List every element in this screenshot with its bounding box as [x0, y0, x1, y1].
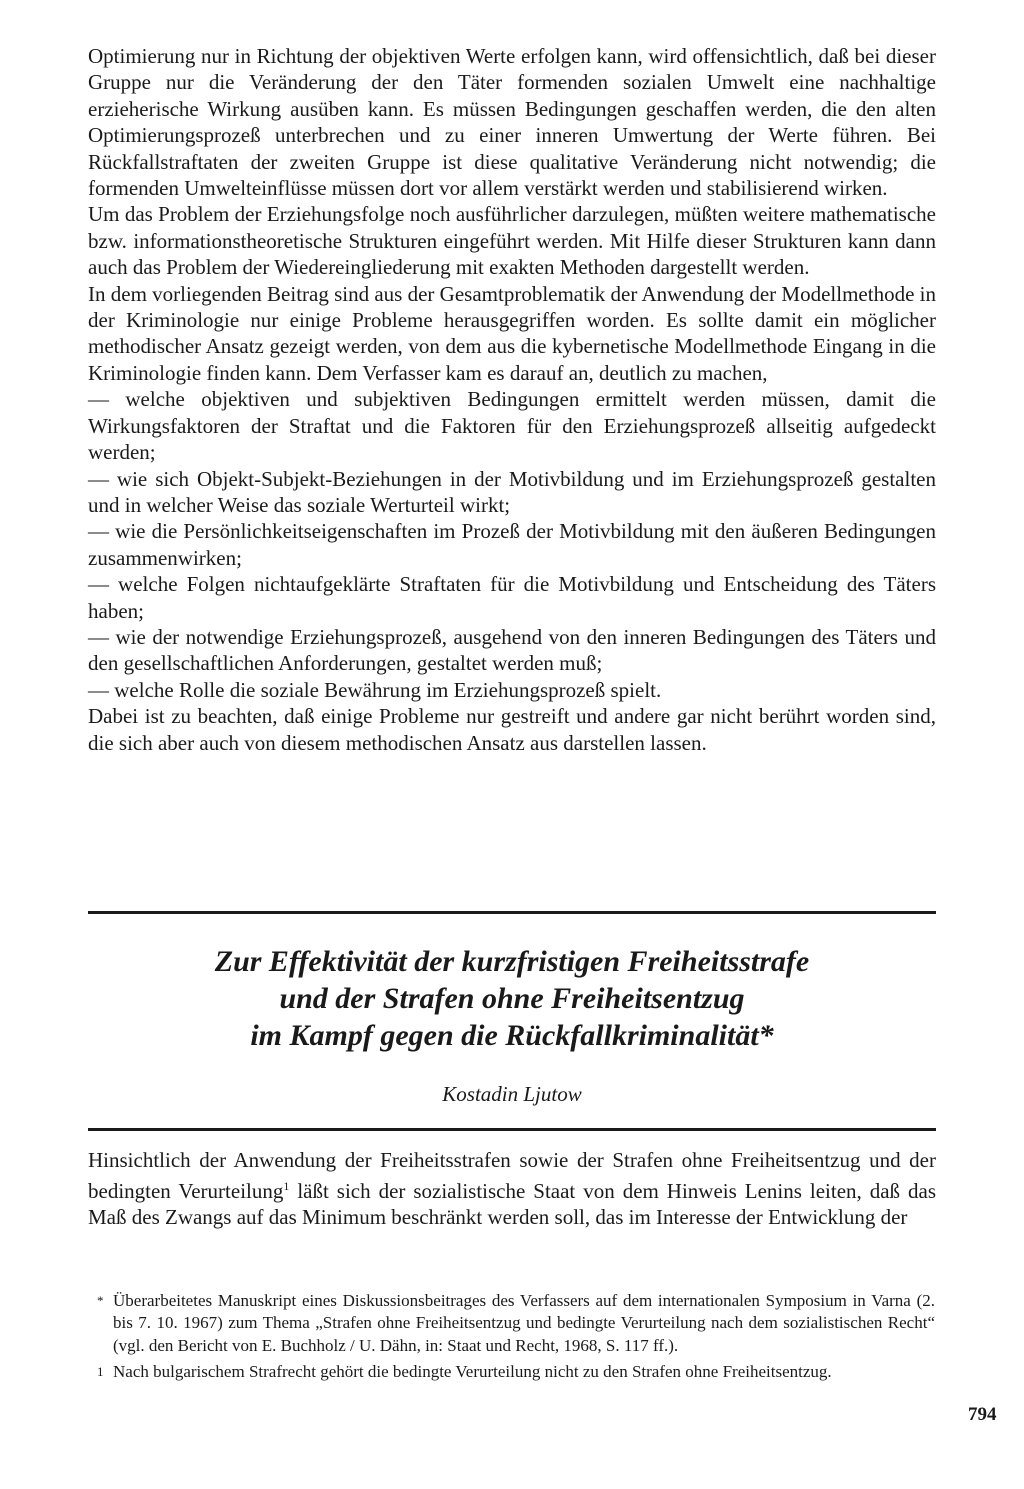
- article-author: Kostadin Ljutow: [442, 1082, 582, 1106]
- footnote: [97, 1361, 935, 1383]
- list-item: — wie die Persönlichkeitseigenschaften im Prozeß der Motivbildung mit den äußeren Bedingungen zusammenwirken;: [88, 519, 936, 570]
- footnote-mark: *: [97, 1293, 104, 1308]
- paragraph-3: In dem vorliegenden Beitrag sind aus der Gesamtproblematik der Anwendung der Modellmethode in der Kriminologie nur einige Probleme herausgegriffen worden. Es sollte damit ein möglicher methodischer Ansatz gezeigt werden, von dem aus die kybernetische Modellmethode Eingang in die Kriminologie finden kann. Dem Verfasser kam es darauf an, deutlich zu machen,: [88, 281, 936, 385]
- page-number: 794: [968, 1404, 997, 1425]
- title-line: Zur Effektivität der kurzfristigen Freiheitsstrafe: [214, 945, 810, 978]
- intro-text-continued: läßt sich der sozialistische Staat von dem Hinweis Lenins leiten, daß das Maß des Zwangs auf das Minimum beschränkt werden soll, das im Interesse der Entwicklung der: [88, 1179, 937, 1229]
- paragraph-2: Um das Problem der Erziehungsfolge noch ausführlicher darzulegen, müßten weitere mathematische bzw. informationstheoretische Strukturen eingeführt werden. Mit Hilfe dieser Strukturen kann dann auch das Problem der Wiedereingliederung mit exakten Methoden dargestellt werden.: [88, 202, 936, 280]
- divider-top: [88, 911, 936, 914]
- body-text: [88, 43, 936, 756]
- article-title: [88, 943, 936, 1054]
- title-line: im Kampf gegen die Rückfallkriminalität*: [250, 1019, 774, 1052]
- article-intro: [88, 1147, 936, 1230]
- list-item: — welche Folgen nichtaufgeklärte Straftaten für die Motivbildung und Entscheidung des Täters haben;: [88, 572, 936, 623]
- intro-text: Hinsichtlich der Anwendung der Freiheitsstrafen sowie der Strafen ohne Freiheitsentzug und der bedingten Verurteilung: [88, 1148, 936, 1203]
- list-item: — welche objektiven und subjektiven Bedingungen ermittelt werden müssen, damit die Wirkungsfaktoren der Straftat und die Faktoren für den Erziehungsprozeß allseitig aufgedeckt werden;: [88, 387, 936, 465]
- footnote-text: Überarbeitetes Manuskript eines Diskussionsbeitrages des Verfassers auf dem internationalen Symposium in Varna (2. bis 7. 10. 1967) zum Thema „Strafen ohne Freiheitsentzug und bedingte Verurteilung nach dem sozialistischen Recht“ (vgl. den Bericht von E. Buchholz / U. Dähn, in: Staat und Recht, 1968, S. 117 ff.).: [113, 1291, 935, 1355]
- paragraph-4: Dabei ist zu beachten, daß einige Probleme nur gestreift und andere gar nicht berührt worden sind, die sich aber auch von diesem methodischen Ansatz aus darstellen lassen.: [88, 704, 936, 755]
- footnote: [97, 1290, 935, 1357]
- dash-list: [88, 386, 936, 703]
- list-item: — wie der notwendige Erziehungsprozeß, ausgehend von den inneren Bedingungen des Täters und den gesellschaftlichen Anforderungen, gestaltet werden muß;: [88, 624, 936, 676]
- paragraph-1: Optimierung nur in Richtung der objektiven Werte erfolgen kann, wird offensichtlich, daß bei dieser Gruppe nur die Veränderung der den Täter formenden sozialen Umwelt eine nachhaltige erzieherische Wirkung ausüben kann. Es müssen Bedingungen geschaffen werden, die den alten Optimierungsprozeß unterbrechen und zu einer inneren Umwertung der Werte führen. Bei Rückfallstraftaten der zweiten Gruppe ist diese qualitative Veränderung nicht notwendig; die formenden Umwelteinflüsse müssen dort vor allem verstärkt werden und stabilisierend wirken.: [88, 44, 936, 201]
- footnotes: [97, 1290, 935, 1384]
- footnote-ref: 1: [283, 1179, 290, 1193]
- footnote-mark: 1: [97, 1364, 104, 1380]
- list-item: — welche Rolle die soziale Bewährung im Erziehungsprozeß spielt.: [88, 677, 662, 702]
- footnote-text: Nach bulgarischem Strafrecht gehört die bedingte Verurteilung nicht zu den Strafen ohne Freiheitsentzug.: [113, 1362, 832, 1382]
- list-item: — wie sich Objekt-Subjekt-Beziehungen in der Motivbildung und im Erziehungsprozeß gestalten und in welcher Weise das soziale Werturteil wirkt;: [88, 466, 936, 517]
- divider-bottom: [88, 1128, 936, 1131]
- title-line: und der Strafen ohne Freiheitsentzug: [279, 982, 745, 1015]
